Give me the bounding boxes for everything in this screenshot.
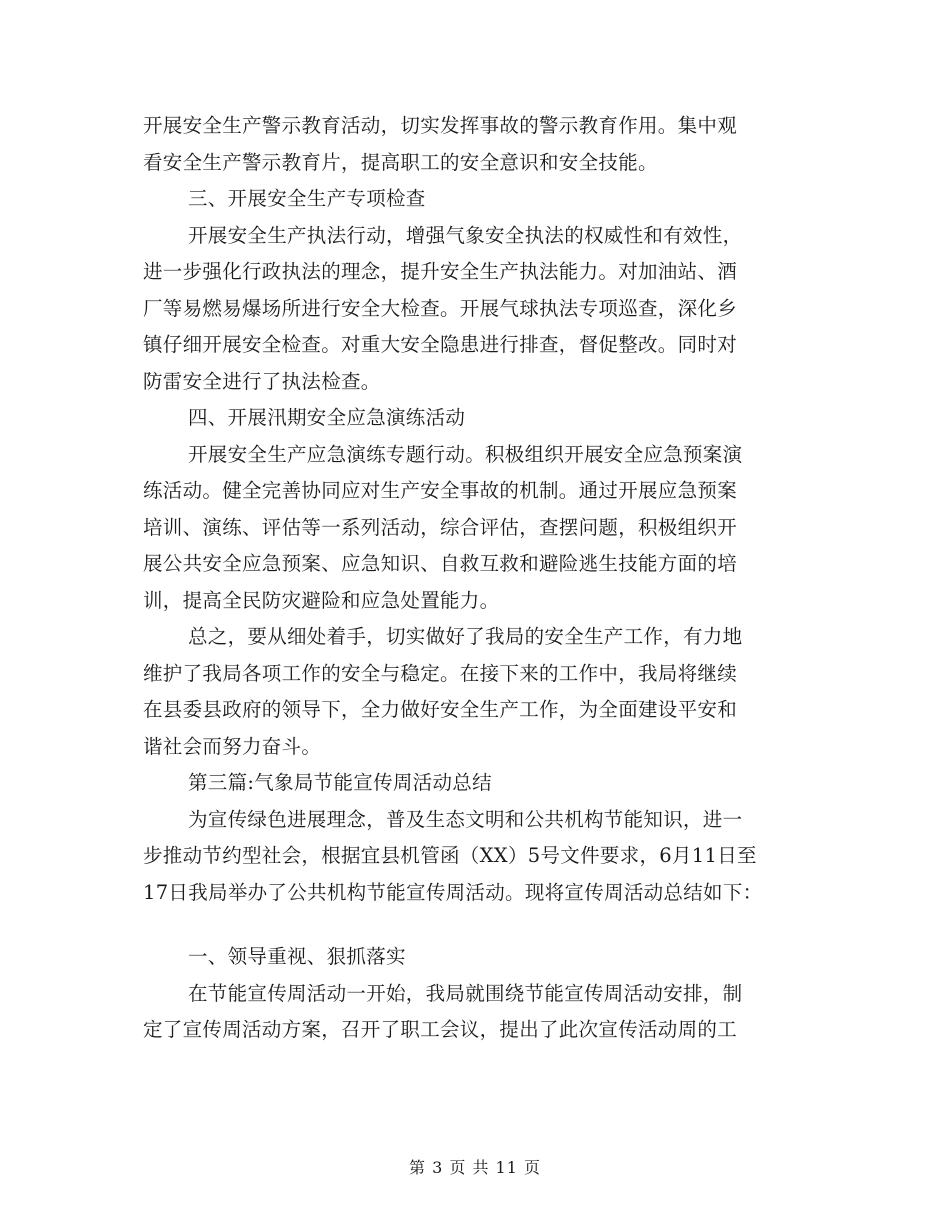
- text-line: 步推动节约型社会，根据宜县机管函（XX）5号文件要求，6月11日至: [143, 844, 757, 867]
- text-line: 谐社会而努力奋斗。: [143, 734, 322, 758]
- text-line: 厂等易燃易爆场所进行安全大检查。开展气球执法专项巡查，深化乡: [143, 296, 738, 320]
- text-line: 定了宣传周活动方案，召开了职工会议，提出了此次宣传活动周的工: [143, 1018, 738, 1041]
- text-line: 维护了我局各项工作的安全与稳定。在接下来的工作中，我局将继续: [143, 661, 738, 685]
- page-footer: 第 3 页 共 11 页: [409, 1158, 541, 1177]
- document-body: [143, 108, 803, 1049]
- text-line: 总之，要从细处着手，切实做好了我局的安全生产工作，有力地: [188, 625, 743, 648]
- text-line: 看安全生产警示教育片，提高职工的安全意识和安全技能。: [143, 150, 658, 174]
- text-line: 17日我局举办了公共机构节能宣传周活动。现将宣传周活动总结如下：: [143, 880, 763, 904]
- text-line: 练活动。健全完善协同应对生产安全事故的机制。通过开展应急预案: [143, 479, 738, 502]
- text-line: 在县委县政府的领导下，全力做好安全生产工作，为全面建设平安和: [143, 698, 738, 721]
- blank-line: [143, 911, 803, 939]
- text-line: 开展安全生产应急演练专题行动。积极组织开展安全应急预案演: [188, 442, 743, 466]
- text-line: 三、开展安全生产专项检查: [188, 187, 426, 210]
- text-line: 开展安全生产警示教育活动，切实发挥事故的警示教育作用。集中观: [143, 114, 738, 137]
- text-line: 开展安全生产执法行动，增强气象安全执法的权威性和有效性，: [188, 223, 743, 247]
- text-line: 防雷安全进行了执法检查。: [143, 369, 381, 393]
- text-line: 四、开展汛期安全应急演练活动: [188, 406, 466, 429]
- text-line: 第三篇:气象局节能宣传周活动总结: [188, 771, 492, 794]
- text-line: 培训、演练、评估等一系列活动，综合评估，查摆问题，积极组织开: [143, 515, 738, 539]
- text-line: 镇仔细开展安全检查。对重大安全隐患进行排查，督促整改。同时对: [143, 333, 738, 356]
- text-line: 一、领导重视、狠抓落实: [188, 945, 406, 968]
- text-line: 训，提高全民防灾避险和应急处置能力。: [143, 588, 500, 612]
- text-line: 为宣传绿色进展理念，普及生态文明和公共机构节能知识，进一: [188, 807, 743, 831]
- text-line: 展公共安全应急预案、应急知识、自救互救和避险逃生技能方面的培: [143, 552, 738, 575]
- text-line: 进一步强化行政执法的理念，提升安全生产执法能力。对加油站、酒: [143, 260, 738, 283]
- text-line: 在节能宣传周活动一开始，我局就围绕节能宣传周活动安排，制: [188, 981, 743, 1005]
